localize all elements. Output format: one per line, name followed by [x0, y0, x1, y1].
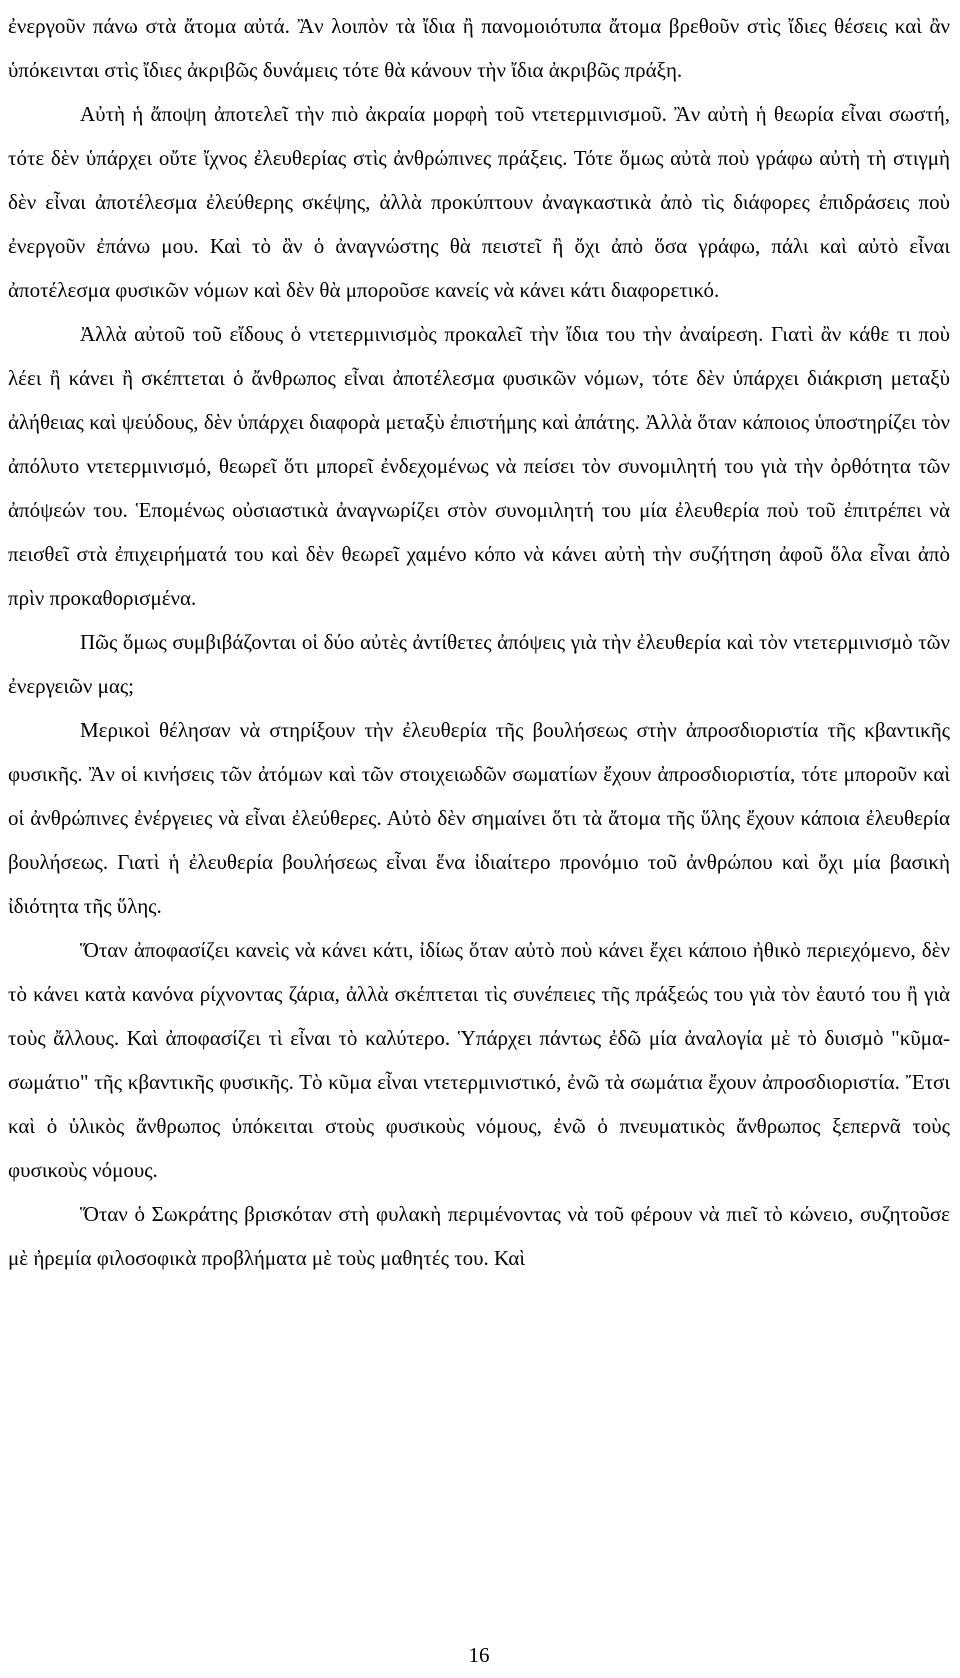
paragraph: Πῶς ὅμως συμβιβάζονται οἱ δύο αὐτὲς ἀντίθετες ἀπόψεις γιὰ τὴν ἐλευθερία καὶ τὸν ντετερμινισμὸ τῶν ἐνεργειῶν μας;: [8, 630, 950, 698]
paragraph: Μερικοὶ θέλησαν νὰ στηρίξουν τὴν ἐλευθερία τῆς βουλήσεως στὴν ἀπροσδιοριστία τῆς κβαντικῆς φυσικῆς. Ἂν οἱ κινήσεις τῶν ἀτόμων καὶ τῶν στοιχειωδῶν σωματίων ἔχουν ἀπροσδιοριστία, τότε μποροῦν καὶ οἱ ἀνθρώπινες ἐνέργειες νὰ εἶναι ἐλεύθερες. Αὐτὸ δὲν σημαίνει ὅτι τὰ ἄτομα τῆς ὕλης ἔχουν κάποια ἐλευθερία βουλήσεως. Γιατὶ ἡ ἐλευθερία βουλήσεως εἶναι ἕνα ἰδιαίτερο προνόμιο τοῦ ἀνθρώπου καὶ ὄχι μία βασικὴ ἰδιότητα τῆς ὕλης.: [8, 718, 950, 918]
paragraph-continuation: ἐνεργοῦν πάνω στὰ ἄτομα αὐτά. Ἂν λοιπὸν τὰ ἴδια ἢ πανομοιότυπα ἄτομα βρεθοῦν στὶς ἴδιες θέσεις καὶ ἂν ὑπόκεινται στὶς ἴδιες ἀκριβῶς δυνάμεις τότε θὰ κάνουν τὴν ἴδια ἀκριβῶς πράξη.: [8, 14, 950, 82]
page-number: 16: [468, 1643, 490, 1667]
paragraph: Ὅταν ἀποφασίζει κανεὶς νὰ κάνει κάτι, ἰδίως ὅταν αὐτὸ ποὺ κάνει ἔχει κάποιο ἠθικὸ περιεχόμενο, δὲν τὸ κάνει κατὰ κανόνα ρίχνοντας ζάρια, ἀλλὰ σκέπτεται τὶς συνέπειες τῆς πράξεώς του γιὰ τὸν ἑαυτό του ἢ γιὰ τοὺς ἄλλους. Καὶ ἀποφασίζει τὶ εἶναι τὸ καλύτερο. Ὑπάρχει πάντως ἐδῶ μία ἀναλογία μὲ τὸ δυισμὸ "κῦμα-σωμάτιο" τῆς κβαντικῆς φυσικῆς. Τὸ κῦμα εἶναι ντετερμινιστικό, ἐνῶ τὰ σωμάτια ἔχουν ἀπροσδιοριστία. Ἔτσι καὶ ὁ ὑλικὸς ἄνθρωπος ὑπόκειται στοὺς φυσικοὺς νόμους, ἐνῶ ὁ πνευματικὸς ἄνθρωπος ξεπερνᾶ τοὺς φυσικοὺς νόμους.: [8, 938, 950, 1182]
document-page: [8, 0, 950, 1678]
paragraph: Ὅταν ὁ Σωκράτης βρισκόταν στὴ φυλακὴ περιμένοντας νὰ τοῦ φέρουν νὰ πιεῖ τὸ κώνειο, συζητοῦσε μὲ ἠρεμία φιλοσοφικὰ προβλήματα μὲ τοὺς μαθητές του. Καὶ: [8, 1202, 950, 1270]
paragraph: Ἀλλὰ αὐτοῦ τοῦ εἴδους ὁ ντετερμινισμὸς προκαλεῖ τὴν ἴδια του τὴν ἀναίρεση. Γιατὶ ἂν κάθε τι ποὺ λέει ἢ κάνει ἢ σκέπτεται ὁ ἄνθρωπος εἶναι ἀποτέλεσμα φυσικῶν νόμων, τότε δὲν ὑπάρχει διάκριση μεταξὺ ἀλήθειας καὶ ψεύδους, δὲν ὑπάρχει διαφορὰ μεταξὺ ἐπιστήμης καὶ ἀπάτης. Ἀλλὰ ὅταν κάποιος ὑποστηρίζει τὸν ἀπόλυτο ντετερμινισμό, θεωρεῖ ὅτι μπορεῖ ἐνδεχομένως νὰ πείσει τὸν συνομιλητή του γιὰ τὴν ὀρθότητα τῶν ἀπόψεών του. Ἑπομένως οὐσιαστικὰ ἀναγνωρίζει στὸν συνομιλητή του μία ἐλευθερία ποὺ τοῦ ἐπιτρέπει νὰ πεισθεῖ στὰ ἐπιχειρήματά του καὶ δὲν θεωρεῖ χαμένο κόπο νὰ κάνει αὐτὴ τὴν συζήτηση ἀφοῦ ὅλα εἶναι ἀπὸ πρὶν προκαθορισμένα.: [8, 322, 950, 610]
body-text: [8, 4, 950, 1280]
paragraph: Αὐτὴ ἡ ἄποψη ἀποτελεῖ τὴν πιὸ ἀκραία μορφὴ τοῦ ντετερμινισμοῦ. Ἂν αὐτὴ ἡ θεωρία εἶναι σωστή, τότε δὲν ὑπάρχει οὔτε ἴχνος ἐλευθερίας στὶς ἀνθρώπινες πράξεις. Τότε ὅμως αὐτὰ ποὺ γράφω αὐτὴ τὴ στιγμὴ δὲν εἶναι ἀποτέλεσμα ἐλεύθερης σκέψης, ἀλλὰ προκύπτουν ἀναγκαστικὰ ἀπὸ τὶς διάφορες ἐπιδράσεις ποὺ ἐνεργοῦν ἐπάνω μου. Καὶ τὸ ἂν ὁ ἀναγνώστης θὰ πειστεῖ ἢ ὄχι ἀπὸ ὅσα γράφω, πάλι καὶ αὐτὸ εἶναι ἀποτέλεσμα φυσικῶν νόμων καὶ δὲν θὰ μποροῦσε κανείς νὰ κάνει κάτι διαφορετικό.: [8, 102, 950, 302]
